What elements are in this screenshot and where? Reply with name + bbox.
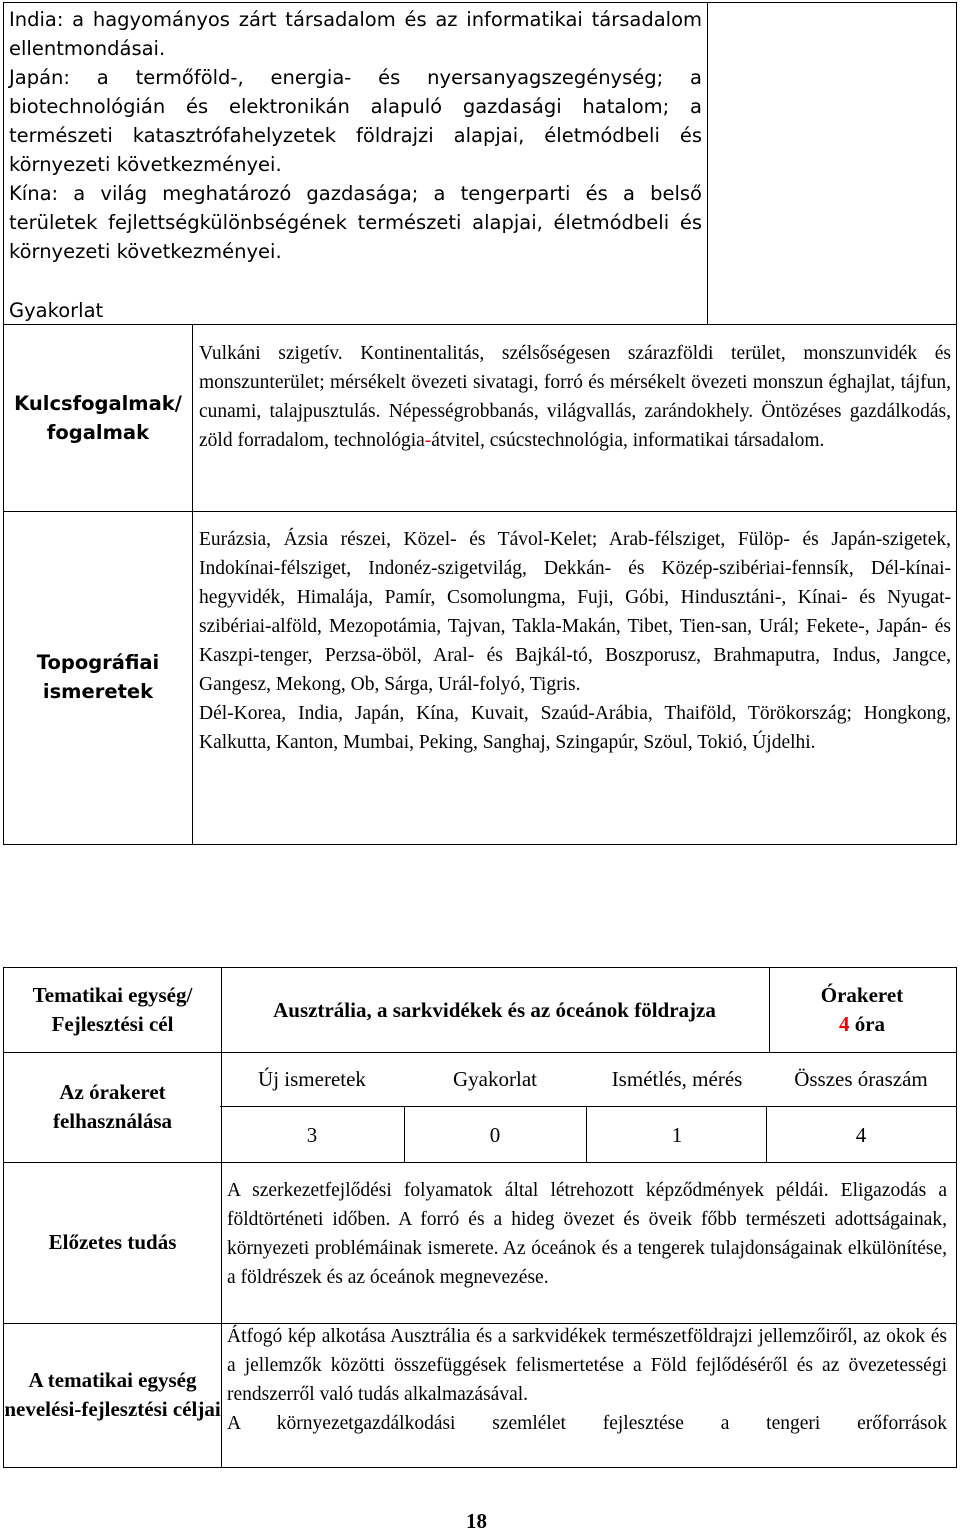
prior-text: A szerkezetfejlődési folyamatok által létrehozott képződmények példái. Eligazodás a földtörténeti időben. A forró és a hideg övezet és öveik főbb természeti adottságainak, környezeti problémáinak ismerete. Az óceánok és a tengerek tulajdonságainak elkülönítése, a földrészek és az óceánok megnevezése. [227,1180,947,1288]
usage-val-practice: 0 [489,1122,501,1147]
usage-col-review: Ismétlés, mérés [611,1066,743,1091]
usage-col-new: Új ismeretek [258,1066,366,1091]
keyterms-label: Kulcsfogalmak/ fogalmak [14,392,182,444]
usage-col-total: Összes óraszám [794,1066,928,1091]
topography-label-cell [3,510,193,845]
hours-line [839,1010,885,1039]
keyterms-text-b: átvitel, csúcstechnológia, informatikai társadalom. [431,430,825,451]
hours-frame-cell [768,967,957,1053]
keyterms-red-dash: - [424,430,432,451]
keyterms-text-a: Vulkáni szigetív. Kontinentalitás, szélsőségesen szárazföldi terület, monszunvidék és monszunterület; mérsékelt övezeti sivatagi, forró és mérsékelt övezeti monszun éghajlat, tájfun, cunami, talajpusztulás. Népességrobbanás, világvallás, zarándokhely. Öntözéses gazdálkodás, zöld forradalom, technológia [199,343,951,451]
unit-title-cell [220,967,770,1053]
hours-label: Órakeret [820,983,904,1007]
prior-label: Előzetes tudás [48,1229,177,1254]
hours-unit: óra [854,1012,886,1036]
unit-title: Ausztrália, a sarkvidékek és az óceánok földrajza [273,997,716,1022]
usage-val-total: 4 [855,1122,867,1147]
goals-label-cell [3,1322,222,1468]
usage-val-new: 3 [306,1122,318,1147]
top-section-text [9,5,702,266]
topography-label: Topográfiai ismeretek [36,651,160,703]
japan-paragraph: Japán: a termőföld-, energia- és nyersanyagszegénység; a biotechnológián és elektronikán alapuló gazdasági hatalom; a természeti katasztrófahelyzetek földrajzi alapjai, életmódbeli és környezeti következményei. [9,66,702,176]
topography-countries-cities: Dél-Korea, India, Japán, Kína, Kuvait, Szaúd-Arábia, Thaiföld, Törökország; Hongkong, Kalkutta, Kanton, Mumbai, Peking, Sanghaj, Szingapúr, Szöul, Tokió, Újdelhi. [199,703,951,753]
goals-text [227,1322,947,1438]
goals-paragraph-1: Átfogó kép alkotása Ausztrália és a sarkvidékek természetföldrajzi jellemzőiről, az okok és a jellemzők közötti összefüggések felismertetése a Föld fejlődéséről és az övezetességi rendszerről való tudás alkalmazásával. [227,1326,947,1405]
practice-label: Gyakorlat [9,299,104,322]
usage-label: Az órakeret felhasználása [52,1079,172,1133]
goals-paragraph-2: A környezetgazdálkodási szemlélet fejlesztése a tengeri erőforrások [227,1413,947,1434]
unit-label: Tematikai egység/ Fejlesztési cél [32,983,193,1036]
keyterms-text [199,339,951,455]
china-paragraph: Kína: a világ meghatározó gazdasága; a tengerparti és a belső területek fejlettségkülönbségének természeti alapjai, életmódbeli és környezeti következményei. [9,182,702,263]
usage-label-cell [3,1051,222,1163]
topography-text [199,525,951,757]
india-paragraph: India: a hagyományos zárt társadalom és az informatikai társadalom ellentmondásai. [9,8,702,60]
prior-label-cell [3,1161,222,1324]
topography-physical: Eurázsia, Ázsia részei, Közel- és Távol-Kelet; Arab-félsziget, Fülöp- és Japán-szigetek, Indokínai-félsziget, Indonéz-szigetvilág, Dekkán- és Közép-szibériai-fennsík, Dél-kínai-hegyvidék, Himalája, Pamír, Csomolungma, Fuji, Góbi, Hindusztáni-, Kínai- és Nyugat-szibériai-alföld, Mezopotámia, Tajvan, Takla-Makán, Tibet, Tien-san, Urál; Fekete-, Japán- és Kaszpi-tenger, Perzsa-öböl, Aral- és Bajkál-tó, Boszporusz, Brahmaputra, Indus, Jangce, Gangesz, Mekong, Ob, Sárga, Urál-folyó, Tigris. [199,529,951,695]
keyterms-label-cell [3,324,193,512]
hours-value: 4 [838,1012,850,1036]
goals-label: A tematikai egység nevelési-fejlesztési céljai [4,1367,221,1421]
usage-val-review: 1 [671,1122,683,1147]
unit-label-cell [3,967,222,1053]
page-number: 18 [466,1509,487,1533]
usage-col-practice: Gyakorlat [453,1066,537,1091]
